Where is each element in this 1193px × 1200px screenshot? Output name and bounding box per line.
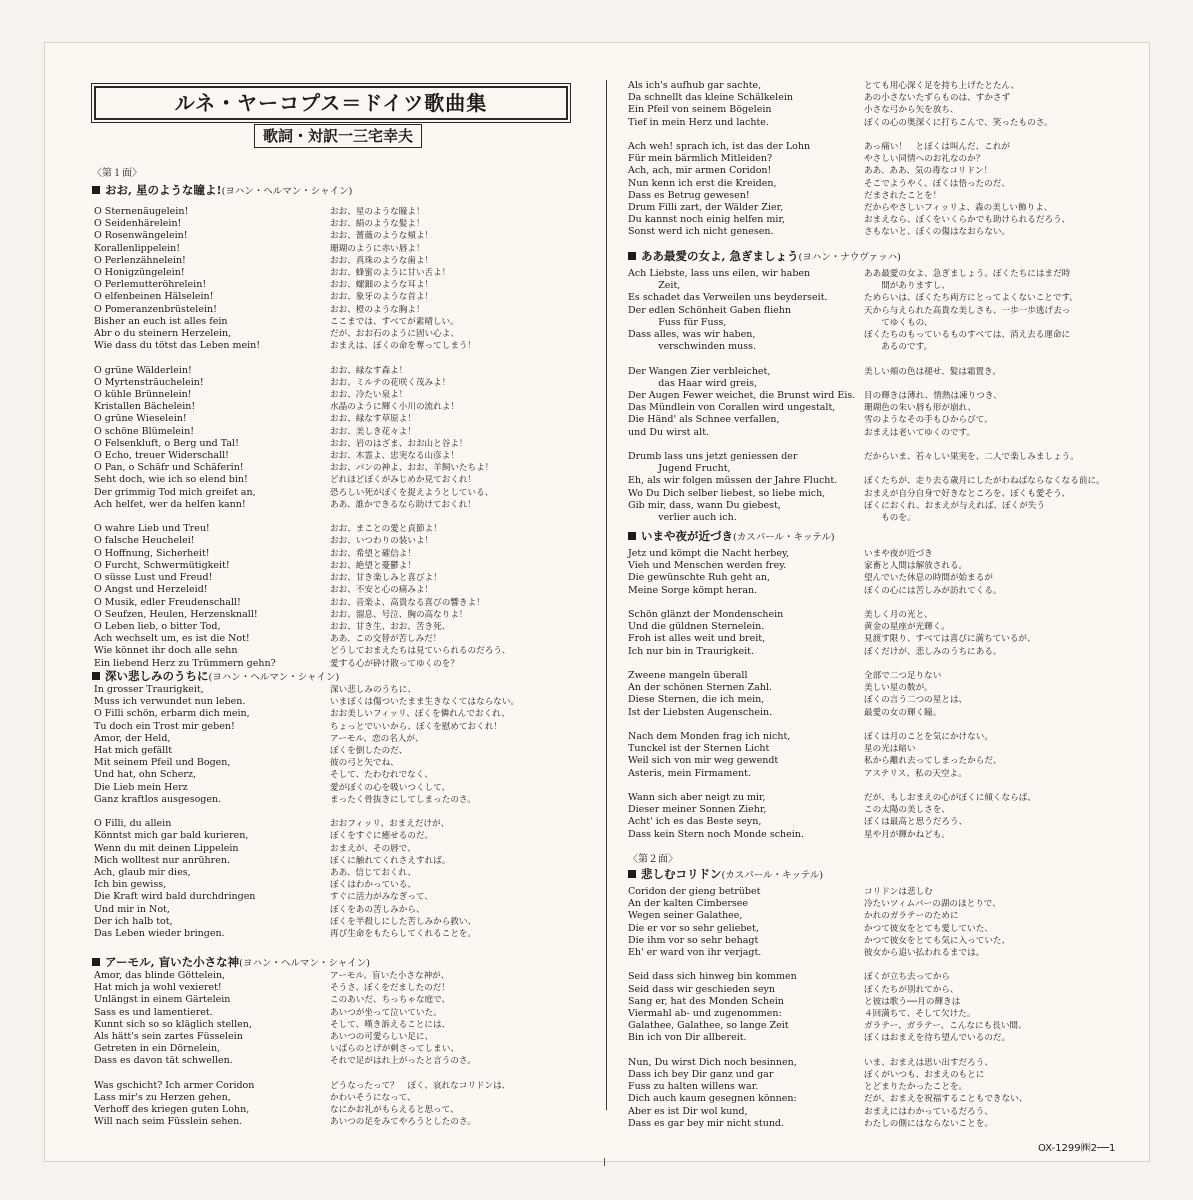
translator-credit: 歌詞・対訳一三宅幸夫: [254, 124, 422, 148]
song-title: アーモル, 盲いた小さな神: [105, 955, 240, 969]
bullet-square: [92, 186, 100, 194]
german-lyrics: O Sternenäugelein! O Seidenhärelein! O Rosenwängelein! Korallenlippelein! O Perlenzähnelein! O Honigzüngelein! O Perlemutteröhrelein! O elfenbeinen Hälselein! O Pomeranzenbrüstelein! Bisher an euch ist alles fein Abr o du steinern Herzelein, Wie dass du tötst das Leben mein! O grüne Wälderlein! O Myrtensträuchelein! O kühle Brünnelein! Kristallen Bächelein! O grüne Wieselein! O schöne Blümelein! O Felsenkluft, o Berg und Tal! O Echo, treuer Widerschall! O Pan, o Schäfr und Schäferin! Seht doch, wie ich so elend bin! Der grimmig Tod mich greifet an, Ach helfet, wer da helfen kann! O wahre Lieb und Treu! O falsche Heuchelei! O Hoffnung, Sicherheit! O Furcht, Schwermütigkeit! O süsse Lust und Freud! O Angst und Herzeleid! O Musik, edler Freudenschall! O Seufzen, Heulen, Herzensknall! O Leben lieb, o bitter Tod, Ach wechselt um, es ist die Not! Wie könnet ihr doch alle sehn Ein liebend Herz zu Trümmern gehn?: [94, 206, 276, 669]
german-lyrics: Ach Liebste, lass uns eilen, wir haben Zeit, Es schadet das Verweilen uns beyderseit. Der edlen Schönheit Gaben fliehn Fuss für Fuss, Dass alles, was wir haben, verschwinden muss. Der Wangen Zier verbleichet, das Haar wird greis, Der Augen Fewer weichet, die Brunst wird Eis. Das Mündlein von Corallen wird ungestalt, Die Händ' als Schnee verfallen, und Du wirst alt. Drumb lass uns jetzt geniessen der Jugend Frucht, Eh, als wir folgen müssen der Jahre Flucht. Wo Du Dich selber liebest, so liebe mich, Gib mir, dass, wann Du giebest, verlier auch ich.: [628, 268, 856, 524]
catalog-number: OX-1299㈱2──1: [1038, 1143, 1116, 1154]
bullet-square: [92, 672, 100, 680]
bullet-square: [628, 532, 636, 540]
composer: (カスパール・キッテル): [733, 532, 835, 543]
german-lyrics: Amor, das blinde Göttelein, Hat mich ja wohl vexieret! Unlängst in einem Gärtelein Sass es und lamentieret. Kunnt sich so so kläglich stellen, Als hätt's sein zartes Füsselein Getreten in ein Dörnelein, Dass es davon tät schwellen. Was gschicht? Ich armer Coridon Lass mir's zu Herzen gehen, Verhoff des kriegen guten Lohn, Will nach seim Füsslein sehen.: [94, 970, 255, 1128]
album-title: ルネ・ヤーコプス＝ドイツ歌曲集: [94, 86, 568, 120]
bullet-square: [628, 252, 636, 260]
section-heading: [92, 668, 339, 684]
lyrics-sheet: [44, 42, 1150, 1162]
composer: (ヨハン・ナウヴァッハ): [798, 252, 901, 263]
german-lyrics: In grosser Traurigkeit, Muss ich verwundet nun leben. O Filli schön, erbarm dich mein, Tu doch ein Trost mir geben! Amor, der Held, Hat mich gefällt Mit seinem Pfeil und Bogen, Und hat, ohn Scherz, Die Lieb mein Herz Ganz kraftlos ausgesogen. O Filli, du allein Könntst mich gar bald kurieren, Wenn du mit deinen Lippelein Mich wolltest nur anrühren. Ach, glaub mir dies, Ich bin gewiss, Die Kraft wird bald durchdringen Und mir in Not, Der ich halb tot, Das Leben wieder bringen.: [94, 684, 256, 940]
song-title: いまや夜が近づき: [641, 529, 733, 543]
german-lyrics: Jetz und kömpt die Nacht herbey, Vieh und Menschen werden frey. Die gewünschte Ruh geht an, Meine Sorge kömpt heran. Schön glänzt der Mondenschein Und die güldnen Sternelein. Froh ist alles weit und breit, Ich nur bin in Traurigkeit. Zweene mangeln überall An der schönen Sternen Zahl. Diese Sternen, die ich mein, Ist der Liebsten Augenschein. Nach dem Monden frag ich nicht, Tunckel ist der Sternen Licht Weil sich von mir weg gewendt Asteris, mein Firmament. Wann sich aber neigt zu mir, Dieser meiner Sonnen Ziehr, Acht' ich es das Beste seyn, Dass kein Stern noch Monde schein.: [628, 548, 804, 840]
side-2-label: 〈第２面〉: [628, 854, 678, 865]
song-title: 深い悲しみのうちに: [105, 669, 209, 683]
column-divider: [606, 80, 607, 1110]
song-title: 悲しむコリドン: [641, 867, 722, 881]
composer: (ヨハン・ヘルマン・シャイン): [208, 672, 340, 683]
german-lyrics: Coridon der gieng betrübet An der kalten Cimbersee Wegen seiner Galathee, Die er vor so sehr geliebet, Die ihm vor so sehr behagt Eh' er ward von ihr verjagt. Seid dass sich hinweg bin kommen Seid dass wir geschieden seyn Sang er, hat des Monden Schein Viermahl ab- und zugenommen: Galathee, Galathee, so lange Zeit Bin ich von Dir allbereit. Nun, Du wirst Dich noch besinnen, Dass ich bey Dir ganz und gar Fuss zu halten willens war. Dich auch kaum gesegnen können: Aber es ist Dir wol kund, Dass es gar bey mir nicht stund.: [628, 886, 797, 1129]
japanese-translation: いまや夜が近づき 家畜と人間は解放される。 望んでいた休息の時間が始まるが ぼくの心には苦しみが訪れてくる。 美しく月の光と、 黄金の星座が光輝く。 見渡す限り、すべては喜びに満ちているが、 ぼくだけが、悲しみのうちにある。 全部で二つ足りない 美しい星の数が。 ぼくの言う二つの星とは、 最愛の女の輝く瞳。 ぼくは月のことを気にかけない。 星の光は暗い 私から離れ去ってしまったからだ、 アステリス、私の天空よ。 だが、もしおまえの心がぼくに傾くならば、 この太陽の美しさを、 ぼくは最高と思うだろう、 星や月が輝かねども。: [864, 549, 1036, 840]
section-heading: [628, 248, 901, 264]
section-heading: [92, 182, 352, 198]
japanese-translation: コリドンは悲しむ 冷たいツィムバーの湖のほとりで、 かれのガラテーのために かつて彼女をとても愛していた、 かつて彼女をとても気に入っていた、 彼女から追い払われるまでは。 ぼくが立ち去ってから ぼくたちが別れてから、 と彼は歌う──月の輝きは ４回満ちて、そして欠けた。 ガラテー、ガラテー、こんなにも長い間、 ぼくはおまえを待ち望んでいるのだ。 いま、おまえは思い出すだろう、 ぼくがいつも、おまえのもとに とどまりたかったことを。 だが、おまえを祝福することもできない、 おまえにはわかっているだろう、 わたしの側にはならないことを。: [864, 887, 1028, 1129]
bullet-square: [92, 958, 100, 966]
section-heading: [628, 866, 823, 882]
composer: (ヨハン・ヘルマン・シャイン): [221, 186, 353, 197]
side-1-label: 〈第１面〉: [92, 168, 142, 179]
song-title: ああ最愛の女よ, 急ぎましょう: [641, 249, 799, 263]
composer: (カスパール・キッテル): [721, 870, 824, 881]
composer: (ヨハン・ヘルマン・シャイン): [239, 958, 370, 969]
german-lyrics: Als ich's aufhub gar sachte, Da schnellt das kleine Schälkelein Ein Pfeil von seinem Bögelein Tief in mein Herz und lachte. Ach weh! sprach ich, ist das der Lohn Für mein bärmlich Mitleiden? Ach, ach, mir armen Coridon! Nun kenn ich erst die Kreiden, Dass es Betrug gewesen! Drum Filli zart, der Wälder Zier, Du kannst noch einig helfen mir, Sonst werd ich nicht genesen.: [628, 80, 811, 238]
japanese-translation: 深い悲しみのうちに、 いまぼくは傷ついたまま生きなくてはならない。 おお美しいフィッリ、ぼくを憐れんでおくれ、 ちょっとでいいから、ぼくを慰めておくれ！ アーモル、恋の名人が、 ぼくを倒したのだ、 彼の弓と矢でね、 そして、たわむれでなく、 愛がぼくの心を吸いつくして、 まったく骨抜きにしてしまったのさ。 おおフィッリ、おまえだけが、 ぼくをすぐに癒せるのだ。 おまえが、その唇で、 ぼくに触れてくれさえすれば。 ああ、信じておくれ、 ぼくはわかっている、 すぐに活力がみなぎって、 ぼくをあの苦しみから、 ぼくを半殺しにした苦しみから救い、 再び生命をもたらしてくれることを。: [330, 685, 520, 940]
fold-mark: [604, 1158, 605, 1166]
section-heading: [92, 954, 370, 970]
japanese-translation: ああ最愛の女よ、急ぎましょう。ぼくたちにはまだ時 間がありますし、 ためらいは、ぼくたち両方にとってよくないことです。 天から与えられた高貴な美しさも、一歩一歩逃げ去っ てゆくもの、 ぼくたちのもっているものすべては、消え去る運命に あるのです。 美しい頬の色は褪せ、髪は霜置き、 目の輝きは薄れ、情熱は凍りつき、 珊瑚色の朱い唇も形が崩れ、 雪のようなその手もひからびて、 おまえは老いてゆくのです。 だからいま、若々しい果実を、二人で楽しみましょう。 ぼくたちが、走り去る歳月にしたがわねばならなくなる前に。 おまえが自分自身で好きなところを、ぼくも愛そう、 ぼくにおくれ、おまえが与えれば、ぼくが失う ものを。: [864, 269, 1105, 524]
japanese-translation: アーモル、盲いた小さな神が、 そうさ、ぼくをだましたのだ！ このあいだ、ちっちゃな庭で、 あいつが坐って泣いていた。 そして、嘆き訴えることには、 あいつの可愛らしい足に、 いばらのとげが刺さってしまい、 それで足がはれ上がったと言うのさ。 どうなったって？ ぼく、哀れなコリドンは、 かわいそうになって、 なにかお礼がもらえると思って、 あいつの足をみてやろうとしたのさ。: [330, 971, 511, 1128]
bullet-square: [628, 870, 636, 878]
section-heading: [628, 528, 835, 544]
japanese-translation: おお、星のような瞳よ！ おお、絹のような髪よ！ おお、薔薇のような頬よ！ 珊瑚のように赤い唇よ！ おお、真珠のような歯よ！ おお、蜂蜜のように甘い舌よ！ おお、螺鈿のような耳よ！ おお、象牙のような首よ！ おお、橙のような胸よ！ ここまでは、すべてが素晴しい。 だが、おお石のように固い心よ、 おまえは、ぼくの命を奪ってしまう！ おお、緑なす森よ！ おお、ミルテの花咲く茂みよ！ おお、冷たい泉よ！ 水晶のように輝く小川の流れよ！ おお、緑なす草原よ！ おお、美しき花々よ！ おお、岩のはざま、おお山と谷よ！ おお、木霊よ、忠実なる山彦よ！ おお、パンの神よ、おお、羊飼いたちよ！ どれほどぼくがみじめか見ておくれ！ 恐ろしい死がぼくを捉えようとしている、 ああ、誰かできるなら助けておくれ！ おお、まことの愛と貞節よ！ おお、いつわりの装いよ！ おお、希望と確信よ！ おお、絶望と憂鬱よ！ おお、甘き楽しみと喜びよ！ おお、不安と心の痛みよ！ おお、音楽よ、高貴なる喜びの響きよ！ おお、溜息、号泣、胸の高なりよ！ おお、甘き生、おお、苦き死、 ああ、この交替が苦しみだ！ どうしておまえたちは見ていられるのだろう、 愛する心が砕け散ってゆくのを？: [330, 207, 511, 669]
song-title: おお, 星のような瞳よ!: [105, 183, 222, 197]
japanese-translation: とても用心深く足を持ち上げたとたん、 あの小さないたずらものは、すかさず 小さな弓から矢を放ち、 ぼくの心の奥深くに打ちこんで、笑ったものさ。 あっ痛い！ とぼくは叫んだ、これが やさしい同情へのお礼なのか？ ああ、ああ、気の毒なコリドン！ そこでようやく、ぼくは悟ったのだ、 だまされたことを！ だからやさしいフィッリよ、森の美しい飾りよ、 おまえなら、ぼくをいくらかでも助けられるだろう、 さもないと、ぼくの傷はなおらない。: [864, 81, 1071, 238]
